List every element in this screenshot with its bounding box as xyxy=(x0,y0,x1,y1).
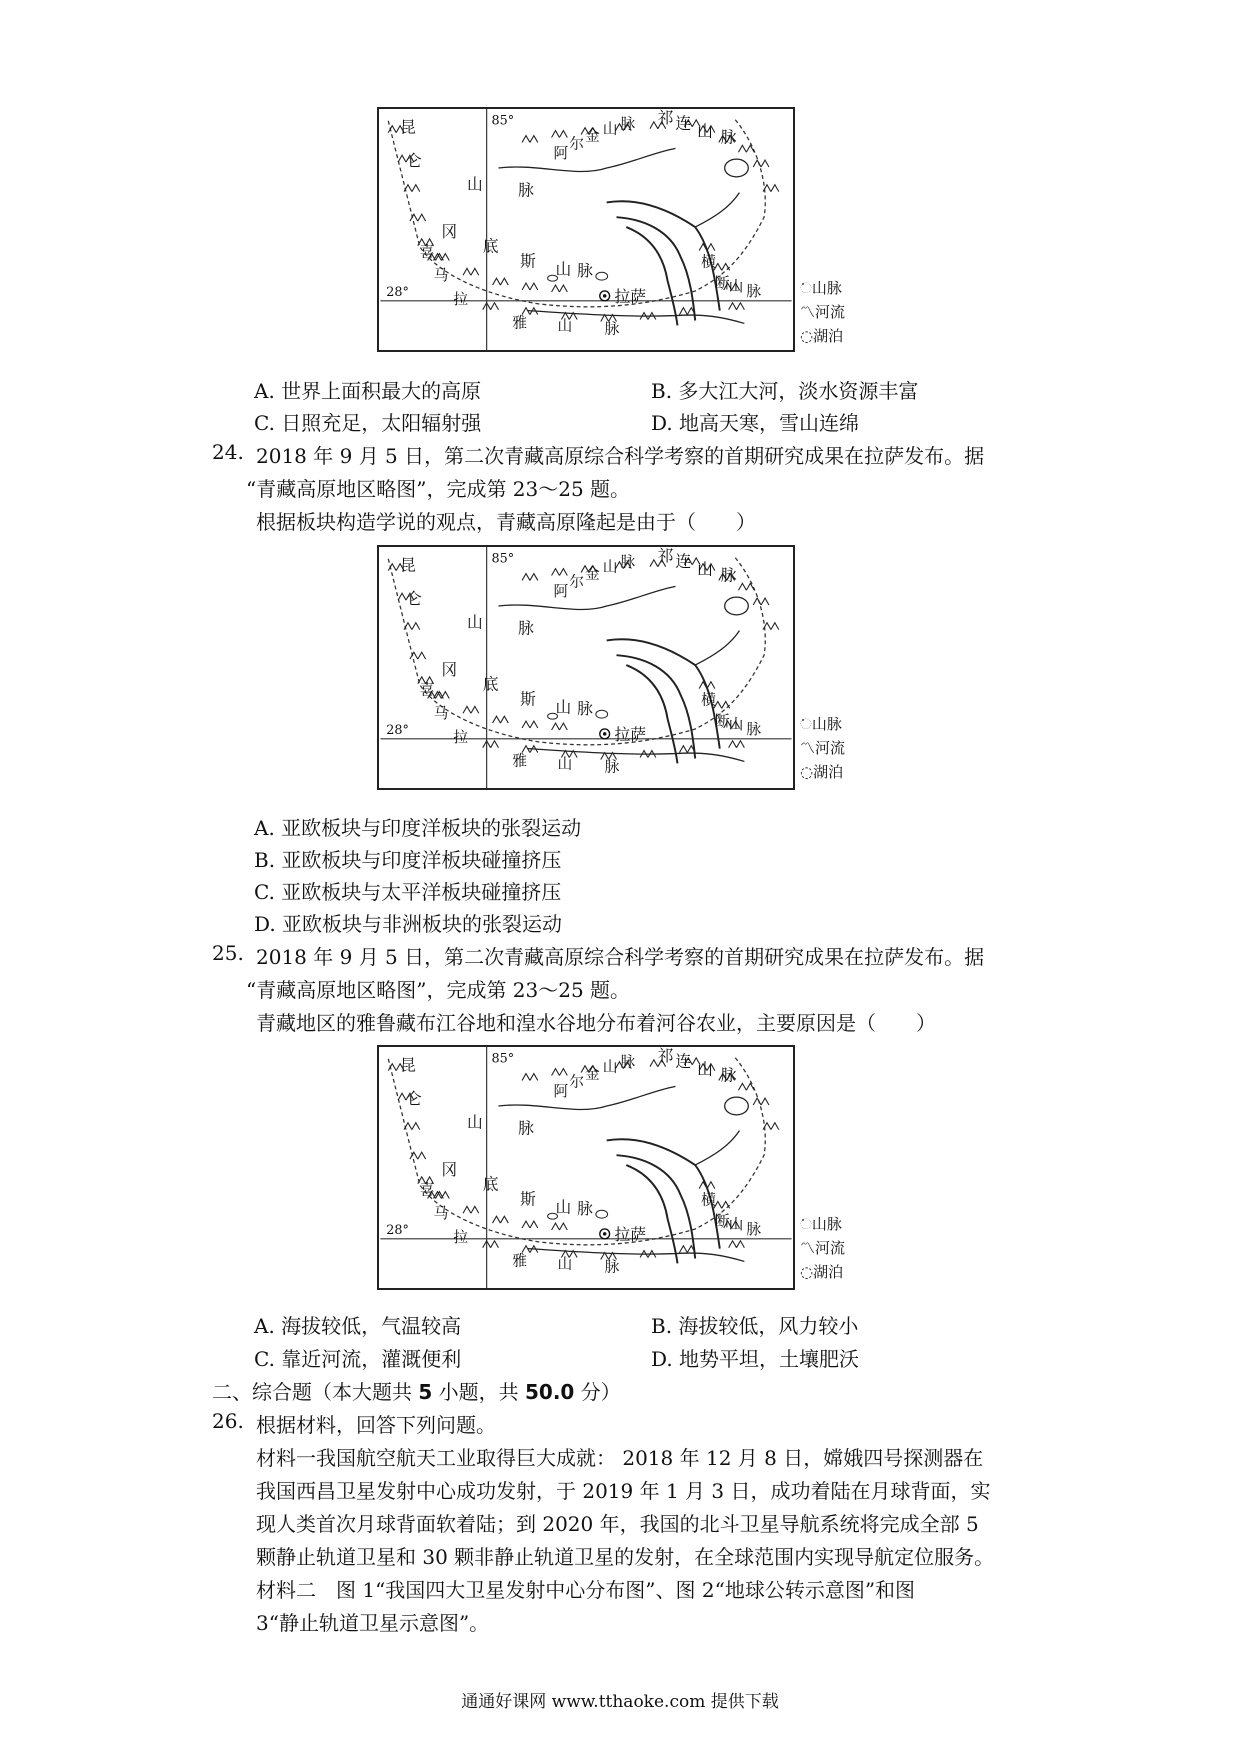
himalaya-char: 喜 xyxy=(419,1181,435,1199)
latitude-label: 28° xyxy=(386,1222,409,1238)
latitude-label: 28° xyxy=(386,284,409,300)
legend-mountain: 山脉 xyxy=(811,715,842,733)
page-footer: 通通好课网 www.tthaoke.com 提供下载 xyxy=(461,1692,779,1712)
lake-shape xyxy=(596,272,608,280)
mountain-mark xyxy=(522,283,538,290)
gangdise-char: 底 xyxy=(482,236,499,256)
mountain-mark xyxy=(522,574,538,581)
river-line xyxy=(626,665,677,763)
altun-char: 金 xyxy=(585,127,600,145)
mountain-mark xyxy=(763,185,779,192)
mountain-mark xyxy=(552,285,568,292)
q23-option-c: C. 日照充足，太阳辐射强 xyxy=(254,411,482,435)
q24-option-b: B. 亚欧板块与印度洋板块碰撞挤压 xyxy=(254,848,562,872)
mountain-legend-icon: ᨗ xyxy=(800,1215,812,1233)
himalaya-char: 雅 xyxy=(512,752,527,770)
gangdise-char: 斯 xyxy=(520,689,536,709)
section2-count: 5 xyxy=(418,1380,433,1404)
altun-char: 脉 xyxy=(620,115,636,133)
river-line xyxy=(498,1086,675,1109)
hengduan-char: 断 xyxy=(714,713,730,731)
gangdise-char: 底 xyxy=(482,674,499,694)
q24-option-c: C. 亚欧板块与太平洋板块碰撞挤压 xyxy=(254,880,562,904)
legend-river: 河流 xyxy=(815,1239,846,1257)
q24-intro-line1: 2018 年 9 月 5 日，第二次青藏高原综合科学考察的首期研究成果在拉萨发布。据 xyxy=(256,444,985,468)
mountain-mark xyxy=(522,1221,538,1228)
legend-river: 河流 xyxy=(815,739,846,757)
kunlun-char: 脉 xyxy=(518,618,534,638)
lake-legend-icon: ◌ xyxy=(800,1263,814,1281)
q26-material1-line4: 颗静止轨道卫星和 30 颗非静止轨道卫星的发射，在全球范围内实现导航定位服务。 xyxy=(256,1545,995,1569)
himalaya-char: 马 xyxy=(433,1205,449,1223)
river-line xyxy=(695,631,739,665)
mountain-mark xyxy=(493,1216,509,1223)
himalaya-char: 雅 xyxy=(512,314,527,332)
legend-mountain: 山脉 xyxy=(811,1215,842,1233)
qilian-char: 连 xyxy=(675,551,692,571)
q24-question: 根据板块构造学说的观点，青藏高原隆起是由于（ ） xyxy=(256,510,756,534)
kunlun-char: 山 xyxy=(466,174,483,194)
mountain-mark xyxy=(679,746,695,753)
mountain-mark xyxy=(738,145,754,152)
hengduan-char: 断 xyxy=(714,1213,730,1231)
q26-material2-line2: 3“静止轨道卫星示意图”。 xyxy=(256,1611,490,1635)
hengduan-char: 山 xyxy=(728,1215,744,1233)
river-legend-icon: 〽 xyxy=(800,303,816,321)
gangdise-char: 山 xyxy=(555,697,572,717)
hengduan-char: 山 xyxy=(728,715,744,733)
mountain-mark xyxy=(738,583,754,590)
mountain-mark xyxy=(738,1083,754,1090)
section2-prefix: 二、综合题（本大题共 xyxy=(212,1380,419,1404)
legend-lake: 湖泊 xyxy=(813,327,844,345)
altun-char: 尔 xyxy=(569,135,585,153)
q26-question: 根据材料，回答下列问题。 xyxy=(256,1413,496,1437)
map-legend-2 xyxy=(800,712,845,784)
himalaya-char: 山 xyxy=(557,1255,573,1273)
mountain-mark xyxy=(753,1098,769,1105)
q24-option-a: A. 亚欧板块与印度洋板块的张裂运动 xyxy=(254,816,582,840)
lhasa-label: 拉萨 xyxy=(614,1224,646,1244)
gangdise-char: 山 xyxy=(555,1197,572,1217)
altun-char: 山 xyxy=(602,558,618,576)
hengduan-char: 脉 xyxy=(746,720,762,738)
qilian-char: 祁 xyxy=(657,109,674,127)
gangdise-char: 冈 xyxy=(441,1159,458,1179)
mountain-mark xyxy=(552,131,568,138)
q26-material1-line3: 现人类首次月球背面软着陆；到 2020 年，我国的北斗卫星导航系统将完成全部 5 xyxy=(256,1512,979,1536)
legend-mountain: 山脉 xyxy=(811,279,842,297)
longitude-label: 85° xyxy=(491,113,515,129)
hengduan-char: 断 xyxy=(714,275,730,293)
latitude-label: 28° xyxy=(386,722,409,738)
altun-char: 尔 xyxy=(569,573,585,591)
gangdise-char: 山 xyxy=(555,259,572,279)
section2-suffix: 分） xyxy=(574,1380,621,1404)
plateau-map-3 xyxy=(377,1045,795,1290)
qilian-char: 连 xyxy=(675,113,692,133)
lhasa-label: 拉萨 xyxy=(614,286,646,306)
map-svg xyxy=(379,1047,793,1288)
q26-material2-line1: 材料二 图 1“我国四大卫星发射中心分布图”、图 2“地球公转示意图”和图 xyxy=(256,1578,916,1602)
mountain-mark xyxy=(463,706,479,713)
himalaya-char: 雅 xyxy=(512,1252,527,1270)
altun-char: 脉 xyxy=(620,553,636,571)
river-line xyxy=(626,1165,677,1263)
mountain-legend-icon: ᨗ xyxy=(800,279,812,297)
qilian-char: 山 xyxy=(697,559,713,579)
hengduan-char: 横 xyxy=(701,691,716,709)
legend-lake: 湖泊 xyxy=(813,1263,844,1281)
hengduan-char: 脉 xyxy=(746,282,762,300)
himalaya-char: 拉 xyxy=(453,1228,468,1246)
q25-option-b: B. 海拔较低，风力较小 xyxy=(651,1314,859,1338)
qilian-char: 山 xyxy=(697,121,713,141)
mountain-mark xyxy=(729,303,745,310)
gangdise-char: 底 xyxy=(482,1174,499,1194)
mountain-mark xyxy=(522,136,538,143)
q23-option-b: B. 多大江大河，淡水资源丰富 xyxy=(651,379,919,403)
hengduan-char: 山 xyxy=(728,277,744,295)
himalaya-char: 脉 xyxy=(604,320,620,338)
lake-shape xyxy=(596,710,608,718)
longitude-label: 85° xyxy=(491,551,515,567)
gangdise-char: 脉 xyxy=(577,1199,593,1219)
lake-shape xyxy=(596,1210,608,1218)
gangdise-char: 脉 xyxy=(577,699,593,719)
river-line xyxy=(695,1131,739,1165)
lake-shape xyxy=(725,159,749,177)
mountain-mark xyxy=(679,308,695,315)
kunlun-char: 昆 xyxy=(400,117,416,137)
altun-char: 阿 xyxy=(553,1083,569,1101)
kunlun-char: 仑 xyxy=(405,151,422,171)
mountain-mark xyxy=(552,723,568,730)
map-legend-3 xyxy=(800,1212,845,1284)
q24-option-d: D. 亚欧板块与非洲板块的张裂运动 xyxy=(254,912,563,936)
mountain-mark xyxy=(552,1223,568,1230)
lhasa-marker-dot xyxy=(603,294,607,298)
mountain-mark xyxy=(729,1241,745,1248)
q25-question: 青藏地区的雅鲁藏布江谷地和湟水谷地分布着河谷农业，主要原因是（ ） xyxy=(256,1011,936,1035)
himalaya-char: 马 xyxy=(433,705,449,723)
kunlun-char: 昆 xyxy=(400,1055,416,1075)
q26-material1-line2: 我国西昌卫星发射中心成功发射，于 2019 年 1 月 3 日，成功着陆在月球背面，实 xyxy=(256,1479,991,1503)
kunlun-char: 脉 xyxy=(518,1118,534,1138)
map-legend-1 xyxy=(800,276,845,348)
kunlun-char: 仑 xyxy=(405,1089,422,1109)
himalaya-char: 脉 xyxy=(604,1258,620,1276)
mountain-mark xyxy=(552,569,568,576)
q25-intro-line2: “青藏高原地区略图”，完成第 23～25 题。 xyxy=(246,978,631,1002)
mountain-mark xyxy=(552,1069,568,1076)
qilian-char: 祁 xyxy=(657,1047,674,1065)
mountain-mark xyxy=(483,1241,499,1248)
legend-river: 河流 xyxy=(815,303,846,321)
mountain-mark xyxy=(463,1206,479,1213)
himalaya-char: 喜 xyxy=(419,243,435,261)
q23-option-d: D. 地高天寒，雪山连绵 xyxy=(651,411,860,435)
q25-option-c: C. 靠近河流，灌溉便利 xyxy=(254,1347,462,1371)
altun-char: 金 xyxy=(585,565,600,583)
qilian-char: 脉 xyxy=(720,127,737,147)
hengduan-char: 脉 xyxy=(746,1220,762,1238)
gangdise-char: 斯 xyxy=(520,251,536,271)
himalaya-char: 马 xyxy=(433,267,449,285)
mountain-mark xyxy=(463,268,479,275)
mountain-mark xyxy=(493,716,509,723)
hengduan-char: 横 xyxy=(701,1191,716,1209)
mountain-mark xyxy=(522,1074,538,1081)
river-legend-icon: 〽 xyxy=(800,739,816,757)
mountain-mark xyxy=(522,721,538,728)
map-svg xyxy=(379,547,793,788)
q24-number: 24. xyxy=(212,440,244,464)
section2-middle: 小题，共 xyxy=(432,1380,525,1404)
himalaya-char: 山 xyxy=(557,755,573,773)
gangdise-char: 斯 xyxy=(520,1189,536,1209)
mountain-legend-icon: ᨗ xyxy=(800,715,812,733)
q26-material1-line1: 材料一我国航空航天工业取得巨大成就： 2018 年 12 月 8 日，嫦娥四号探测器在 xyxy=(256,1446,984,1470)
altun-char: 脉 xyxy=(620,1053,636,1071)
himalaya-char: 山 xyxy=(557,317,573,335)
qilian-char: 脉 xyxy=(720,1065,737,1085)
mountain-mark xyxy=(753,598,769,605)
mountain-mark xyxy=(753,160,769,167)
kunlun-char: 脉 xyxy=(518,180,534,200)
lhasa-marker-dot xyxy=(603,732,607,736)
altun-char: 尔 xyxy=(569,1073,585,1091)
q25-option-d: D. 地势平坦，土壤肥沃 xyxy=(651,1347,860,1371)
q24-intro-line2: “青藏高原地区略图”，完成第 23～25 题。 xyxy=(246,477,631,501)
lake-shape xyxy=(725,597,749,615)
qilian-char: 连 xyxy=(675,1051,692,1071)
lake-legend-icon: ◌ xyxy=(800,763,814,781)
himalaya-char: 喜 xyxy=(419,681,435,699)
kunlun-char: 山 xyxy=(466,612,483,632)
altun-char: 阿 xyxy=(553,583,569,601)
mountain-mark xyxy=(763,1123,779,1130)
qilian-char: 山 xyxy=(697,1059,713,1079)
q23-option-a: A. 世界上面积最大的高原 xyxy=(254,379,482,403)
altun-char: 金 xyxy=(585,1065,600,1083)
himalaya-char: 拉 xyxy=(453,728,468,746)
mountain-mark xyxy=(493,278,509,285)
himalaya-char: 拉 xyxy=(453,290,468,308)
river-line xyxy=(498,586,675,609)
hengduan-char: 横 xyxy=(701,253,716,271)
longitude-label: 85° xyxy=(491,1051,515,1067)
q25-option-a: A. 海拔较低，气温较高 xyxy=(254,1314,462,1338)
altun-char: 山 xyxy=(602,120,618,138)
q25-intro-line1: 2018 年 9 月 5 日，第二次青藏高原综合科学考察的首期研究成果在拉萨发布。据 xyxy=(256,945,985,969)
river-legend-icon: 〽 xyxy=(800,1239,816,1257)
river-line xyxy=(626,227,677,325)
altun-char: 山 xyxy=(602,1058,618,1076)
section2-heading xyxy=(212,1376,621,1405)
qilian-char: 脉 xyxy=(720,565,737,585)
kunlun-char: 山 xyxy=(466,1112,483,1132)
mountain-mark xyxy=(679,1246,695,1253)
lhasa-label: 拉萨 xyxy=(614,724,646,744)
mountain-mark xyxy=(483,303,499,310)
lake-shape xyxy=(725,1097,749,1115)
q26-number: 26. xyxy=(212,1409,244,1433)
plateau-map-1 xyxy=(377,107,795,352)
mountain-mark xyxy=(763,623,779,630)
lake-legend-icon: ◌ xyxy=(800,327,814,345)
gangdise-char: 冈 xyxy=(441,659,458,679)
himalaya-char: 脉 xyxy=(604,758,620,776)
gangdise-char: 脉 xyxy=(577,261,593,281)
gangdise-char: 冈 xyxy=(441,221,458,241)
section2-score: 50.0 xyxy=(525,1380,575,1404)
mountain-mark xyxy=(483,741,499,748)
qilian-char: 祁 xyxy=(657,547,674,565)
q25-number: 25. xyxy=(212,941,244,965)
kunlun-char: 昆 xyxy=(400,555,416,575)
river-line xyxy=(695,193,739,227)
river-line xyxy=(498,148,675,171)
mountain-mark xyxy=(729,741,745,748)
lhasa-marker-dot xyxy=(603,1232,607,1236)
kunlun-char: 仑 xyxy=(405,589,422,609)
legend-lake: 湖泊 xyxy=(813,763,844,781)
altun-char: 阿 xyxy=(553,145,569,163)
plateau-map-2 xyxy=(377,545,795,790)
map-svg xyxy=(379,109,793,350)
